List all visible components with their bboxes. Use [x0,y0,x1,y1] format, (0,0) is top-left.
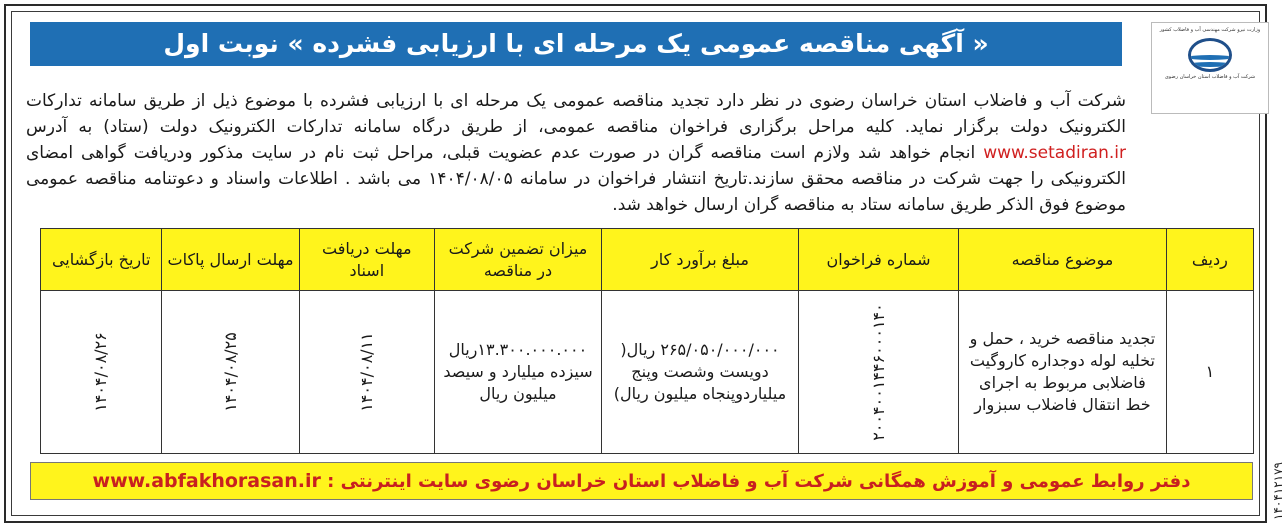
intro-text-part2: انجام خواهد شد ولازم است مناقصه گران در صورت عدم عضویت قبلی، مراحل ثبت نام در سایت مذکور ودریافت گواهی امضای الکترونیکی را جهت شرکت در مناقصه محقق سازند.تاریخ انتشار فراخوان در سامانه ۱۴۰۴/۰۸/۰۵ می باشد . اطلاعات واسناد و دعوتنامه مناقصه عمومی موضوع فوق الذکر طریق سامانه ستاد به مناقصه گران ارسال خواهد شد. [26,143,1126,215]
logo-top-text: وزارت نیرو شرکت مهندسی آب و فاضلاب کشور [1159,27,1261,33]
header-document-deadline: مهلت دریافت اسناد [299,229,434,291]
cell-subject: تجدید مناقصه خرید ، حمل و تخلیه لوله دوجداره کاروگیت فاضلابی مربوط به اجرای خط انتقال فاضلاب سبزوار [959,291,1167,454]
cell-document-deadline [299,291,434,454]
header-call-number: شماره فراخوان [798,229,958,291]
cell-guarantee: ۱۳.۳۰۰.۰۰۰.۰۰۰ریال سیزده میلیارد و سیصد میلیون ریال [434,291,601,454]
cell-row-number: ۱ [1166,291,1253,454]
table-row [41,291,1254,454]
cell-submission-deadline [162,291,299,454]
table-header-row [41,229,1254,291]
footer-text: دفتر روابط عمومی و آموزش همگانی شرکت آب و فاضلاب استان خراسان رضوی سایت اینترنتی : [327,471,1191,492]
cell-call-number [798,291,958,454]
header-opening-date: تاریخ بازگشایی [41,229,162,291]
company-logo [1151,22,1269,114]
logo-wave [1188,62,1232,67]
cell-opening-date [41,291,162,454]
document-deadline-value: ۱۴۰۴/۰۸/۱۱ [356,332,376,412]
notice-body [26,88,1126,218]
call-number-value: ۲۰۰۴۰۰۱۴۴۶۰۰۰۱۴۰ [868,303,888,441]
header-guarantee: میزان تضمین شرکت در مناقصه [434,229,601,291]
setad-website-link[interactable]: www.setadiran.ir [983,143,1127,163]
cell-estimated-amount: ۲۶۵/۰۵۰/۰۰۰/۰۰۰ ریال( دویست وشصت وپنج میلیاردوپنجاه میلیون ریال) [602,291,799,454]
logo-bottom-text: شرکت آب و فاضلاب استان خراسان رضوی [1164,74,1256,80]
side-code-value: ۱۴۰۴۱۲۱۷۹ [1271,461,1285,520]
notice-title: « آگهی مناقصه عمومی یک مرحله ای با ارزیابی فشرده » نوبت اول [30,22,1122,66]
water-drop-icon [1188,38,1232,72]
footer-contact [30,462,1253,500]
intro-text-part1: شرکت آب و فاضلاب استان خراسان رضوی در نظر دارد تجدید مناقصه عمومی یک مرحله ای با ارزیابی فشرده با موضوع ذیل از طریق سامانه تدارکات الکترونیک دولت برگزار نماید. کلیه مراحل برگزاری فراخوان مناقصه عمومی، از طریق درگاه سامانه تدارکات الکترونیک دولت (ستاد) به آدرس [26,91,1126,137]
header-row-number: ردیف [1166,229,1253,291]
logo-wave [1188,55,1232,60]
submission-deadline-value: ۱۴۰۴/۰۸/۲۵ [220,332,240,412]
opening-date-value: ۱۴۰۴/۰۸/۲۶ [91,332,111,412]
tender-table [40,228,1254,454]
header-estimated-amount: مبلغ برآورد کار [602,229,799,291]
header-submission-deadline: مهلت ارسال پاکات [162,229,299,291]
abfa-website-link[interactable]: www.abfakhorasan.ir [92,470,321,492]
side-code [1269,380,1285,520]
header-subject: موضوع مناقصه [959,229,1167,291]
